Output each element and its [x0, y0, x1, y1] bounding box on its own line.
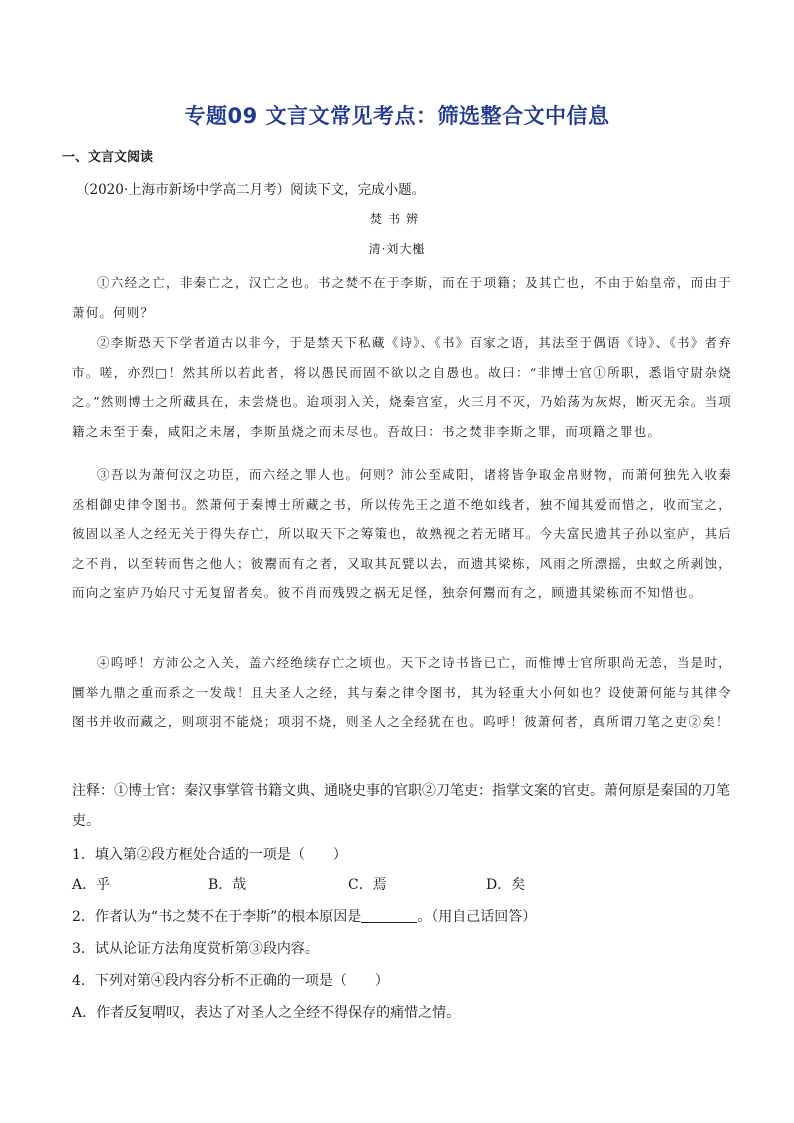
answer-blank	[361, 908, 417, 923]
passage-title: 焚书辨	[369, 212, 424, 226]
section-heading: 一、文言文阅读	[62, 150, 154, 165]
question-2	[72, 906, 536, 928]
option-a: A．乎	[72, 877, 111, 893]
question-4: 4．下列对第④段内容分析不正确的一项是（ ）	[72, 973, 389, 989]
question-3: 3．试从论证方法角度赏析第③段内容。	[72, 941, 319, 957]
passage-paragraph-1: ①六经之亡，非秦亡之，汉亡之也。书之焚不在于李斯，而在于项籍；及其亡也，不由于始皇帝，而由于萧何。何则？	[72, 275, 732, 320]
question-2-prompt: 2．作者认为“书之焚不在于李斯”的根本原因是	[72, 909, 362, 925]
passage-paragraph-3: ③吾以为萧何汉之功臣，而六经之罪人也。何则？沛公至咸阳，诸将皆争取金帛财物，而萧何独先入收秦丞相御史律令图书。然萧何于秦博士所藏之书，所以传先王之道不绝如线者，独不闻其爱而惜之，收而宝之，彼固以圣人之经无关于得失存亡，所以取天下之筹策也，故熟视之若无睹耳。今夫富民遗其子孙以室庐，其后之不肖，以至转而售之他人；彼鬻而有之者，又取其瓦甓以去，而遗其梁栋，风雨之所漂摇，虫蚁之所剥蚀，而向之室庐乃始尺寸无复留者矣。彼不肖而残毁之祸无足怪，独奈何鬻而有之，顾遗其梁栋而不知惜也。	[72, 467, 732, 600]
option-c: C．焉	[348, 877, 387, 893]
passage-paragraph-2: ②李斯恐天下学者道古以非今，于是禁天下私藏《诗》、《书》百家之语，其法至于偶语《诗》、《书》者弃市。嗟，亦烈□！然其所以若此者，将以愚民而固不欲以之自愚也。故曰：“非博士官①所职，悉诣守尉杂烧之。”然则博士之所藏具在，未尝烧也。迨项羽入关，烧秦宫室，火三月不灭，乃始荡为灰烬，断灭无余。当项籍之未至于秦，咸阳之未屠，李斯虽烧之而未尽也。吾故曰：书之焚非李斯之罪，而项籍之罪也。	[72, 335, 732, 439]
annotation-notes: 注释：①博士官：秦汉事掌管书籍文典、通晓史事的官职②刀笔吏：指掌文案的官吏。萧何原是秦国的刀笔吏。	[72, 783, 730, 829]
question-2-suffix: 。（用自己话回答）	[417, 909, 537, 925]
page-title: 专题09 文言文常见考点：筛选整合文中信息	[184, 104, 610, 128]
question-4-option-a: A．作者反复喟叹，表达了对圣人之全经不得保存的痛惜之情。	[72, 1005, 461, 1021]
passage-author: 清·刘大櫆	[368, 242, 426, 256]
passage-paragraph-4: ④呜呼！方沛公之入关，盖六经绝续存亡之顷也。天下之诗书皆已亡，而惟博士官所职尚无恙，当是时，圜举九鼎之重而系之一发哉！且夫圣人之经，其与秦之律令图书，其为轻重大小何如也？设使萧何能与其律令图书并收而藏之，则项羽不能烧；项羽不烧，则圣人之全经犹在也。呜呼！彼萧何者，真所谓刀笔之吏②矣！	[72, 655, 732, 729]
option-b: B．哉	[208, 877, 247, 893]
option-d: D．矣	[486, 877, 526, 893]
question-1: 1．填入第②段方框处合适的一项是（ ）	[72, 847, 347, 863]
question-source: （2020·上海市新场中学高二月考）阅读下文，完成小题。	[76, 182, 426, 198]
